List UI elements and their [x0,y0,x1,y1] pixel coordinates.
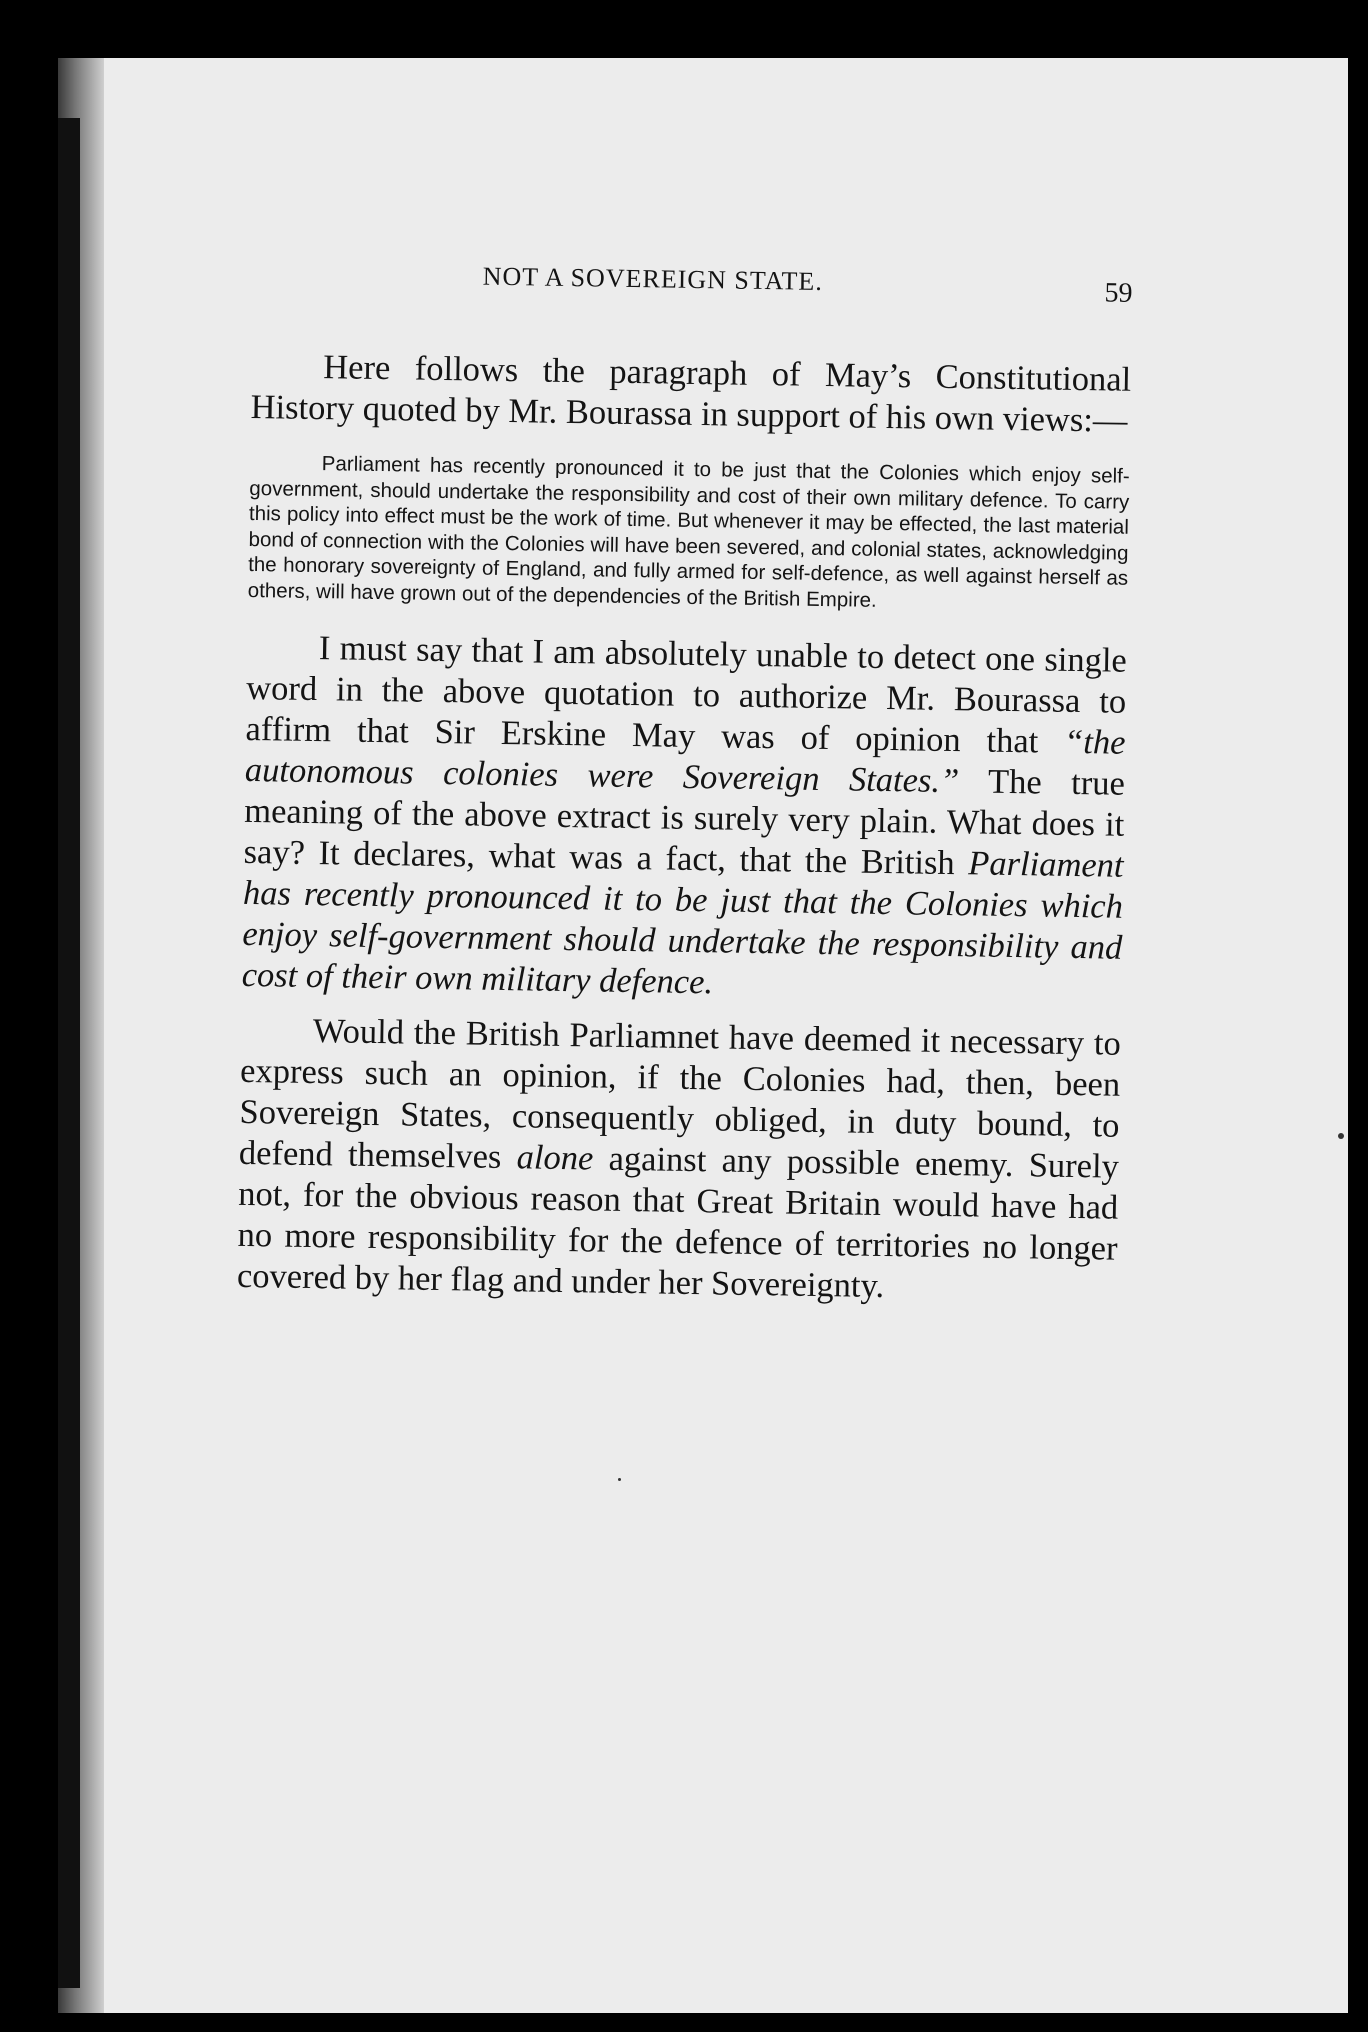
scan-speck [618,1478,621,1481]
paragraph-3-text-2: against any possible enemy. Surely not, for the obvious reason that Great Britain would have had no more responsibility for the defence of territories no longer covered by her flag and under her Sovereignty. [236,1139,1120,1306]
running-title: NOT A SOVEREIGN STATE. [482,261,824,296]
page-number: 59 [1104,277,1133,309]
paragraph-2-text-2: The true meaning of the above extract is surely very plain. What does it say? It declares, what was a fact, that the British [243,762,1126,883]
paragraph-2-italic-1: “the autonomous colonies were Sovereign States.” [244,722,1126,801]
intro-paragraph: Here follows the paragraph of May’s Constitutional History quoted by Mr. Bourassa in support of his own views:— [250,348,1132,440]
paragraph-2-text-1: I must say that I am absolutely unable to detect one single word in the above quotation to authorize Mr. Bourassa to affirm that Sir Erskine May was of opinion that [245,629,1128,761]
paragraph-3 [237,1010,1121,1311]
paragraph-3-text-1: Would the British Parliamnet have deemed it necessary to express such an opinion, if the Colonies had, then, been Sovereign States, consequently obliged, in duty bound, to defend themselves [238,1012,1122,1177]
paragraph-3-italic-1: alone [516,1138,594,1178]
scan-speck [1338,1133,1344,1139]
paragraph-2 [241,627,1127,1010]
block-quotation: Parliament has recently pronounced it to be just that the Colonies which enjoy self-government, should undertake the responsibility and cost of their own military defence. To carry this policy into effect must be the work of time. But whenever it may be effected, the last material bond of connection with the Colonies will have been severed, and colonial states, acknowledging the honorary sovereignty of England, and fully armed for self-defence, as well against herself as others, will have grown out of the dependencies of the British Empire. [247,452,1130,612]
book-page [58,58,1348,2013]
page-edge [58,118,80,1988]
paragraph-2-italic-2: Parliament has recently pronounced it to be just that the Colonies which enjoy self-government should undertake the responsibility and cost of their own military defence. [241,844,1124,1002]
running-head [252,258,1133,332]
text-block [237,258,1133,1311]
